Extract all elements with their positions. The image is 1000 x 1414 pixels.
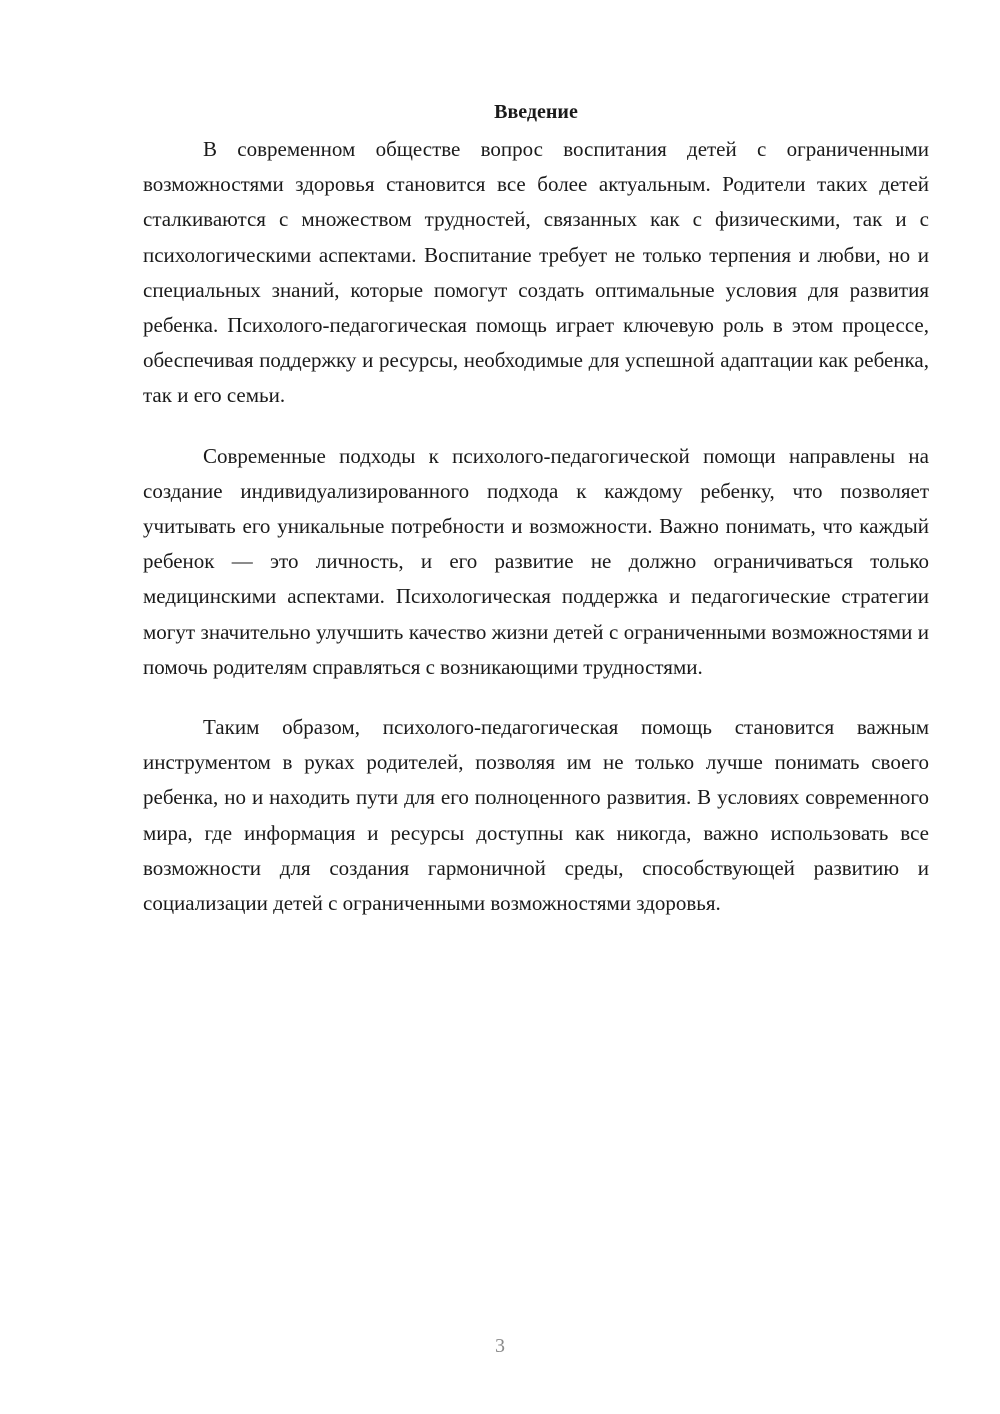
paragraph-1: В современном обществе вопрос воспитания детей с ограниченными возможностями здоровья становится все более актуальным. Родители таких детей сталкиваются с множеством трудностей, связанных как с физическими, так и с психологическими аспектами. Воспитание требует не только терпения и любви, но и специальных знаний, которые помогут создать оптимальные условия для развития ребенка. Психолого-педагогическая помощь играет ключевую роль в этом процессе, обеспечивая поддержку и ресурсы, необходимые для успешной адаптации как ребенка, так и его семьи. [143,137,929,408]
paragraph-2: Современные подходы к психолого-педагогической помощи направлены на создание индивидуализированного подхода к каждому ребенку, что позволяет учитывать его уникальные потребности и возможности. Важно понимать, что каждый ребенок — это личность, и его развитие не должно ограничиваться только медицинскими аспектами. Психологическая поддержка и педагогические стратегии могут значительно улучшить качество жизни детей с ограниченными возможностями и помочь родителям справляться с возникающими трудностями. [143,443,929,679]
document-content [143,98,929,946]
section-title: Введение [494,101,578,123]
paragraph-3: Таким образом, психолого-педагогическая помощь становится важным инструментом в руках родителей, позволяя им не только лучше понимать своего ребенка, но и находить пути для его полноценного развития. В условиях современного мира, где информация и ресурсы доступны как никогда, важно использовать все возможности для создания гармоничной среды, способствующей развитию и социализации детей с ограниченными возможностями здоровья. [143,715,929,916]
page-number: 3 [495,1335,505,1357]
